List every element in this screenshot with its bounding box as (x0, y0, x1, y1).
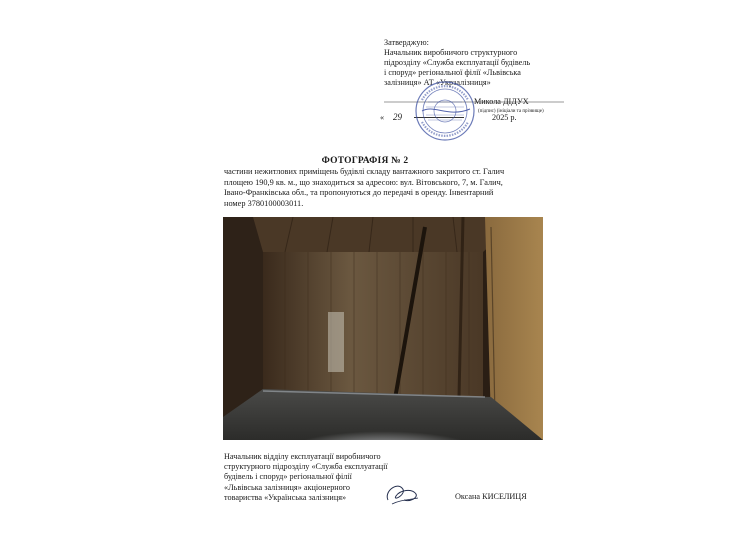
date-day: 29 (393, 112, 402, 122)
footer-line: структурного підрозділу «Служба експлуатації (224, 462, 388, 472)
approval-line: Начальник виробничого структурного (384, 48, 518, 57)
approval-line: і споруд» регіональної філії «Львівська (384, 68, 521, 77)
description-line: номер 3780100003011. (224, 198, 304, 208)
approval-line: Затверджую: (384, 38, 429, 47)
handwritten-signature-icon (382, 478, 420, 508)
date-year: 2025 р. (492, 113, 517, 122)
footer-line: будівель і споруд» регіональної філії (224, 472, 352, 482)
approval-line: залізниця» АТ «Укрзалізниця» (384, 78, 491, 87)
date-open-quote: « (380, 113, 385, 122)
warehouse-interior-photo (223, 217, 543, 440)
footer-line: «Львівська залізниця» акціонерного (224, 482, 351, 492)
approval-signatory: Микола ДІДУХ (474, 97, 529, 106)
footer-block (224, 452, 388, 503)
description-line: частини нежитлових приміщень будівлі складу вантажного закритого ст. Галич (224, 167, 505, 176)
description-line: Івано-Франківська обл., та пропонуються до передачі в оренду. Інвентарний (224, 188, 494, 198)
signature-caption: (підпис) (ініціали та прізвище) (478, 109, 544, 114)
official-stamp-icon (414, 80, 476, 142)
footer-line: товариства «Українська залізниця» (224, 492, 347, 502)
footer-signatory: Оксана КИСЕЛИЦЯ (455, 492, 527, 501)
document-title: ФОТОГРАФІЯ № 2 (321, 156, 409, 166)
document-description (224, 167, 542, 209)
description-line: площею 190,9 кв. м., що знаходиться за адресою: вул. Вітовського, 7, м. Галич, (224, 177, 503, 187)
footer-line: Начальник відділу експлуатації виробничого (224, 452, 381, 461)
approval-line: підрозділу «Служба експлуатації будівель (384, 58, 531, 67)
